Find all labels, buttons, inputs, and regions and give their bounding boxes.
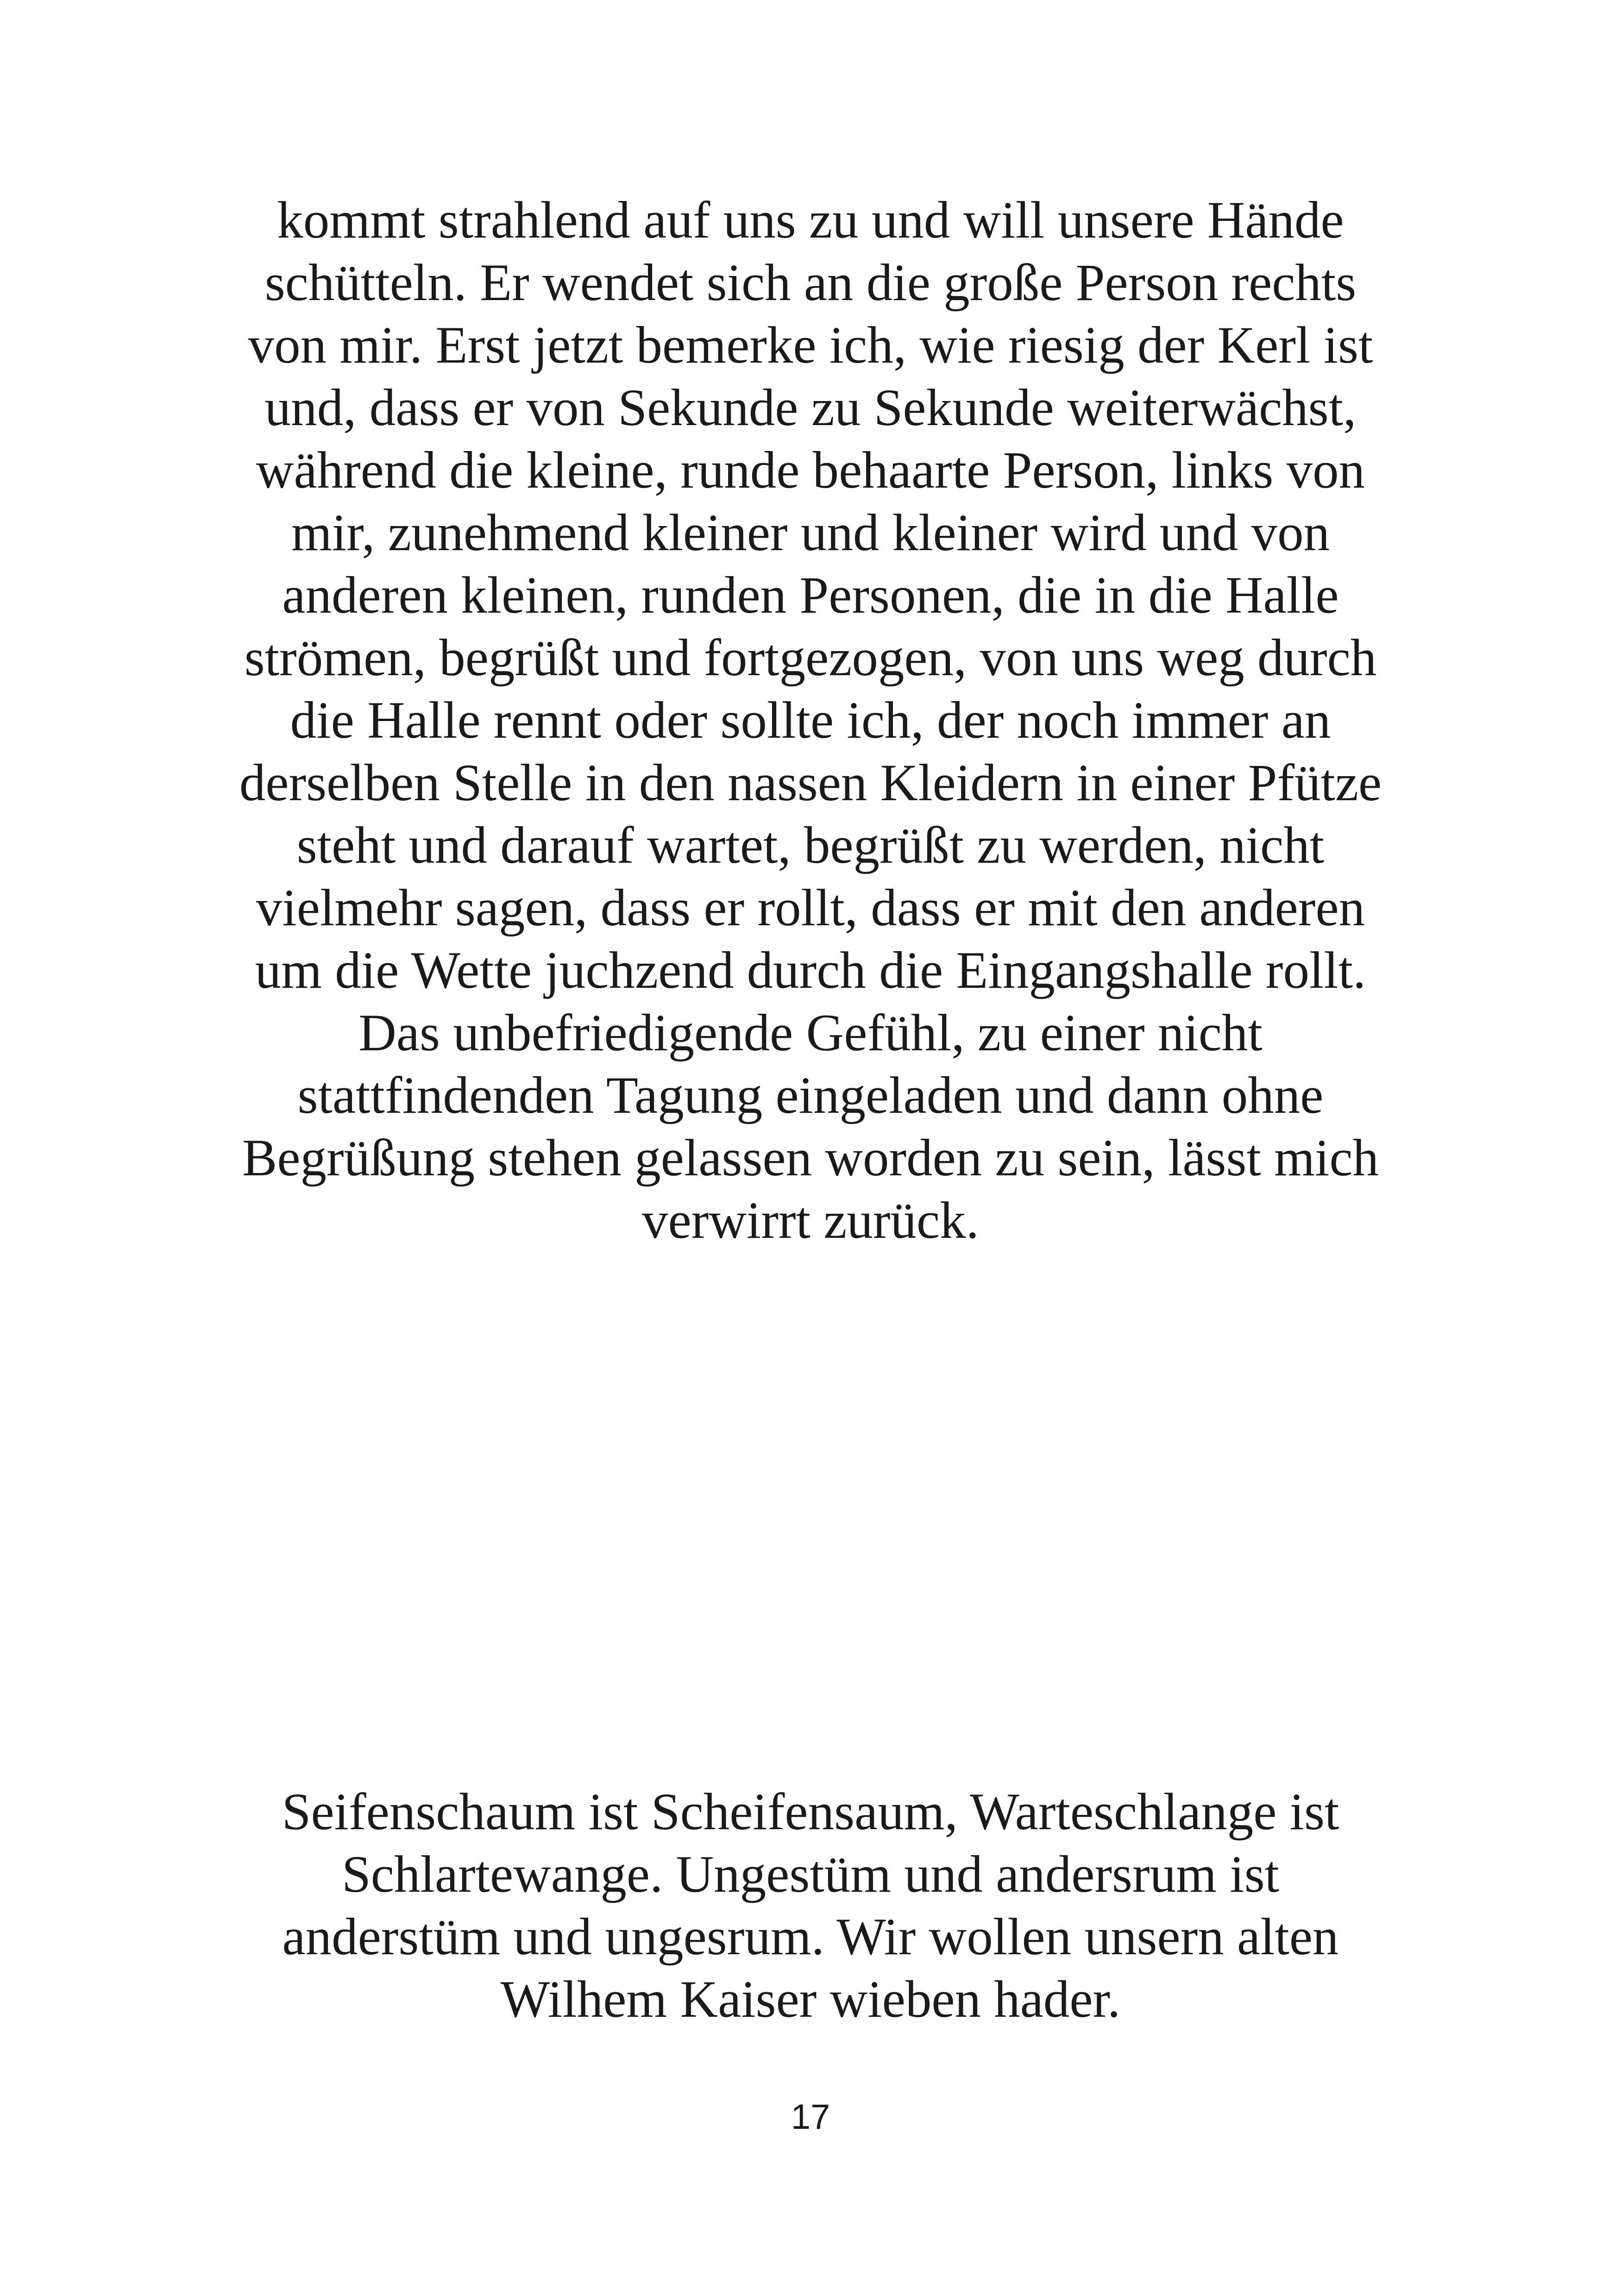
verse-line: Schlartewange. Ungestüm und andersrum ist — [341, 1845, 1280, 1903]
paragraph-line: kommt strahlend auf uns zu und will unsere Hände — [277, 191, 1344, 249]
paragraph-line: Begrüßung stehen gelassen worden zu sein, lässt mich — [242, 1129, 1379, 1187]
paragraph-line: derselben Stelle in den nassen Kleidern in einer Pfütze — [239, 754, 1382, 812]
paragraph-line: die Halle rennt oder sollte ich, der noch immer an — [290, 691, 1331, 749]
paragraph-line: vielmehr sagen, dass er rollt, dass er mit den anderen — [256, 879, 1365, 937]
paragraph-line: stattfindenden Tagung eingeladen und dann ohne — [297, 1066, 1324, 1124]
paragraph-line: um die Wette juchzend durch die Eingangshalle rollt. — [255, 941, 1366, 999]
main-paragraph — [0, 189, 1621, 1252]
verse-line: Seifenschaum ist Scheifensaum, Warteschlange ist — [282, 1783, 1339, 1841]
paragraph-line: mir, zunehmend kleiner und kleiner wird und von — [291, 504, 1330, 562]
paragraph-line: während die kleine, runde behaarte Person, links von — [256, 441, 1365, 499]
verse-line: anderstüm und ungesrum. Wir wollen unsern alten — [282, 1908, 1339, 1966]
paragraph-line: schütteln. Er wendet sich an die große Person rechts — [264, 254, 1357, 312]
page-number: 17 — [791, 2097, 830, 2137]
paragraph-line: anderen kleinen, runden Personen, die in die Halle — [282, 566, 1339, 624]
verse-paragraph — [0, 1781, 1621, 2031]
verse-line: Wilhem Kaiser wieben hader. — [500, 1970, 1121, 2028]
paragraph-line: von mir. Erst jetzt bemerke ich, wie riesig der Kerl ist — [248, 316, 1373, 374]
paragraph-line: steht und darauf wartet, begrüßt zu werden, nicht — [296, 816, 1325, 874]
paragraph-line: Das unbefriedigende Gefühl, zu einer nicht — [358, 1004, 1263, 1062]
paragraph-line: und, dass er von Sekunde zu Sekunde weiterwächst, — [264, 379, 1357, 437]
paragraph-line: strömen, begrüßt und fortgezogen, von uns weg durch — [244, 629, 1377, 687]
paragraph-line: verwirrt zurück. — [642, 1192, 979, 1249]
